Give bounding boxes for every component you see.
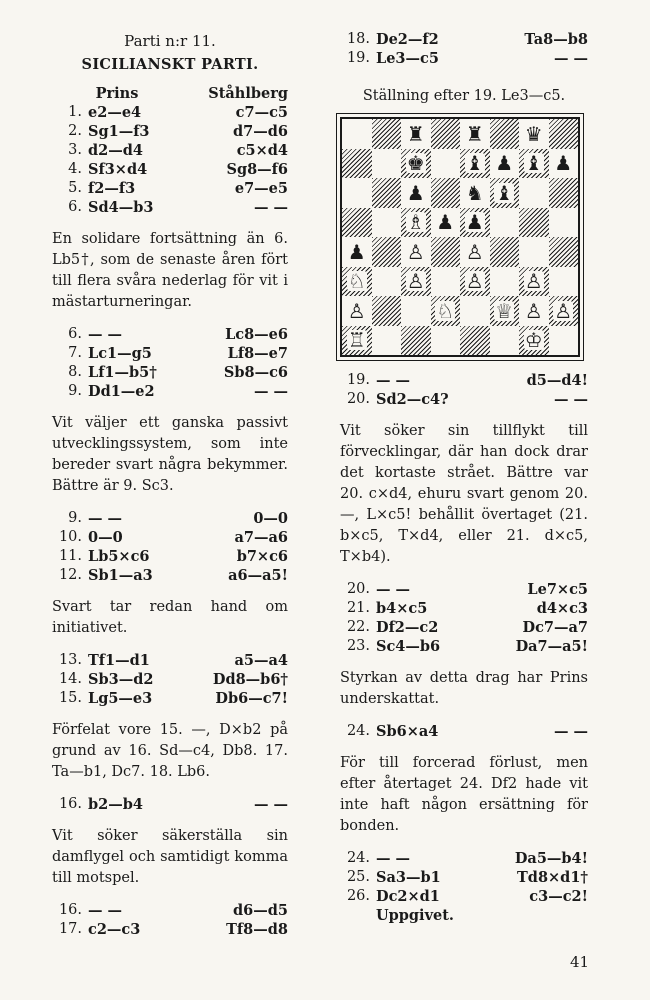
white-move: Tf1—d1 <box>88 652 150 669</box>
white-move: Sd4—b3 <box>88 199 154 216</box>
move-row <box>340 887 588 906</box>
move-row <box>340 849 588 868</box>
board-square <box>519 296 549 326</box>
chess-piece: ♟ <box>347 239 366 264</box>
opening-name: SICILIANSKT PARTI. <box>81 56 259 73</box>
black-move: 0—0 <box>253 510 288 527</box>
move-number: 12. <box>58 567 82 583</box>
move-number: 24. <box>346 850 370 866</box>
chess-piece: ♙ <box>554 298 573 323</box>
move-row <box>340 868 588 887</box>
move-list <box>340 722 588 741</box>
black-move: Db6—c7! <box>215 690 288 707</box>
move-number: 6. <box>68 326 82 342</box>
chess-piece: ♕ <box>495 298 514 323</box>
white-move: Dd1—e2 <box>88 383 155 400</box>
board-square <box>460 149 490 179</box>
board-square <box>460 178 490 208</box>
move-row <box>340 599 588 618</box>
chess-piece: ♝ <box>465 151 484 176</box>
board-square <box>460 237 490 267</box>
move-number: 8. <box>68 364 82 380</box>
black-move: Da5—b4! <box>514 850 588 867</box>
move-row <box>52 651 288 670</box>
board-square <box>342 296 372 326</box>
move-number: 14. <box>58 671 82 687</box>
chess-piece: ♝ <box>524 151 543 176</box>
commentary: Svart tar redan hand om initiativet. <box>52 599 288 636</box>
black-player: Ståhlberg <box>208 85 288 102</box>
board-square <box>401 149 431 179</box>
commentary: För till forcerad förlust, men efter återtaget 24. Df2 hade vit inte haft någon ersättning för bonden. <box>340 755 588 834</box>
white-move: Sd2—c4? <box>376 391 449 408</box>
board-square <box>431 296 461 326</box>
board-square <box>372 178 402 208</box>
move-list <box>340 849 588 906</box>
black-move: Sg8—f6 <box>226 161 288 178</box>
move-row <box>52 509 288 528</box>
white-move: — — <box>88 326 123 343</box>
white-move: Sb1—a3 <box>88 567 153 584</box>
board-square <box>342 178 372 208</box>
black-move: Td8×d1† <box>517 869 588 886</box>
board-square <box>460 326 490 356</box>
board-square <box>431 237 461 267</box>
board-square <box>549 267 579 297</box>
move-row <box>340 49 588 68</box>
board-square <box>490 119 520 149</box>
move-row <box>52 325 288 344</box>
move-row <box>340 30 588 49</box>
board-caption: Ställning efter 19. Le3—c5. <box>362 88 566 104</box>
move-number: 23. <box>346 638 370 654</box>
white-move: 0—0 <box>88 529 123 546</box>
move-number: 24. <box>346 723 370 739</box>
move-row <box>52 382 288 401</box>
move-list <box>52 901 288 939</box>
white-move: c2—c3 <box>88 921 141 938</box>
white-move: b2—b4 <box>88 796 143 813</box>
chess-diagram <box>340 117 580 357</box>
move-row <box>52 689 288 708</box>
chess-piece: ♟ <box>465 210 484 235</box>
move-list <box>52 509 288 585</box>
chess-piece: ♙ <box>524 298 543 323</box>
black-move: e7—e5 <box>234 180 288 197</box>
board-square <box>401 267 431 297</box>
move-number: 9. <box>68 510 82 526</box>
chess-piece: ♘ <box>347 269 366 294</box>
white-move: f2—f3 <box>88 180 136 197</box>
chess-piece: ♙ <box>465 269 484 294</box>
move-number: 21. <box>346 600 370 616</box>
black-move: Dd8—b6† <box>212 671 288 688</box>
chess-piece: ♞ <box>465 180 484 205</box>
chess-piece: ♗ <box>406 210 425 235</box>
black-move: Da7—a5! <box>515 638 588 655</box>
chess-piece: ♝ <box>495 180 514 205</box>
white-move: — — <box>376 581 411 598</box>
white-move: Lc1—g5 <box>88 345 152 362</box>
move-number: 16. <box>58 902 82 918</box>
board-square <box>342 237 372 267</box>
black-move: a5—a4 <box>234 652 288 669</box>
black-move: a6—a5! <box>228 567 288 584</box>
chess-piece: ♙ <box>465 239 484 264</box>
white-move: Dc2×d1 <box>376 888 440 905</box>
board-square <box>401 178 431 208</box>
white-move: — — <box>376 372 411 389</box>
white-move: d2—d4 <box>88 142 143 159</box>
board-square <box>549 178 579 208</box>
board-square <box>519 178 549 208</box>
move-number: 4. <box>68 161 82 177</box>
move-row <box>52 547 288 566</box>
move-number: 10. <box>58 529 82 545</box>
chess-piece: ♚ <box>406 151 425 176</box>
black-move: Lc8—e6 <box>225 326 288 343</box>
move-list <box>52 795 288 814</box>
white-move: b4×c5 <box>376 600 428 617</box>
move-row <box>52 566 288 585</box>
black-move: Dc7—a7 <box>522 619 588 636</box>
black-move: c7—c5 <box>235 104 288 121</box>
result-line <box>340 906 588 925</box>
board-square <box>490 208 520 238</box>
chess-piece: ♖ <box>347 328 366 353</box>
board-square <box>401 237 431 267</box>
board-square <box>372 237 402 267</box>
chess-piece: ♟ <box>495 151 514 176</box>
black-move: b7×c6 <box>236 548 288 565</box>
board-square <box>549 237 579 267</box>
board-square <box>490 326 520 356</box>
move-number: 16. <box>58 796 82 812</box>
move-list <box>340 371 588 409</box>
move-row <box>52 528 288 547</box>
move-number: 11. <box>58 548 82 564</box>
board-square <box>342 119 372 149</box>
move-number: 18. <box>346 31 370 47</box>
chess-piece: ♟ <box>406 180 425 205</box>
board-square <box>342 149 372 179</box>
move-row <box>52 141 288 160</box>
game-title: Parti n:r 11. <box>124 32 216 50</box>
board-square <box>549 296 579 326</box>
move-row <box>52 670 288 689</box>
board-square <box>342 326 372 356</box>
board-square <box>549 149 579 179</box>
chess-piece: ♙ <box>406 239 425 264</box>
board-square <box>519 326 549 356</box>
players-header <box>52 85 288 103</box>
black-move: — — <box>553 50 588 67</box>
commentary: Vit väljer ett ganska passivt utvecklingssystem, som inte bereder svart några bekymmer. Bättre är 9. Sc3. <box>52 415 288 494</box>
board-square <box>460 267 490 297</box>
black-move: d4×c3 <box>536 600 588 617</box>
chess-piece: ♙ <box>347 298 366 323</box>
board-square <box>519 267 549 297</box>
move-number: 3. <box>68 142 82 158</box>
white-move: Sg1—f3 <box>88 123 150 140</box>
black-move: — — <box>553 391 588 408</box>
move-row <box>340 371 588 390</box>
move-row <box>52 344 288 363</box>
chess-piece: ♛ <box>524 121 543 146</box>
move-number: 19. <box>346 372 370 388</box>
move-list <box>52 651 288 708</box>
move-row <box>340 618 588 637</box>
black-move: — — <box>253 383 288 400</box>
move-number: 20. <box>346 581 370 597</box>
board-square <box>490 149 520 179</box>
white-move: De2—f2 <box>376 31 439 48</box>
board-square <box>431 326 461 356</box>
black-move: — — <box>253 796 288 813</box>
move-row <box>52 901 288 920</box>
board-square <box>431 178 461 208</box>
white-move: Sf3×d4 <box>88 161 148 178</box>
board-square <box>372 326 402 356</box>
chess-piece: ♟ <box>554 151 573 176</box>
board-square <box>401 208 431 238</box>
white-move: Df2—c2 <box>376 619 439 636</box>
board-square <box>431 267 461 297</box>
move-number: 20. <box>346 391 370 407</box>
white-move: Sc4—b6 <box>376 638 441 655</box>
move-number: 2. <box>68 123 82 139</box>
move-number: 15. <box>58 690 82 706</box>
black-move: c5×d4 <box>236 142 288 159</box>
board-square <box>431 149 461 179</box>
black-move: a7—a6 <box>234 529 288 546</box>
game-result: Uppgivet. <box>376 907 454 924</box>
move-number: 22. <box>346 619 370 635</box>
move-row <box>52 160 288 179</box>
move-row <box>52 179 288 198</box>
board-square <box>549 208 579 238</box>
chess-piece: ♔ <box>524 328 543 353</box>
chess-piece: ♙ <box>406 269 425 294</box>
move-number: 13. <box>58 652 82 668</box>
move-number: 5. <box>68 180 82 196</box>
commentary: Vit söker sin tillflykt till förvecklingar, där han dock drar det kortaste strået. Bättre var 20. c×d4, ehuru svart genom 20. —, L×c5! behållit övertaget (21. b×c5, T×d4, eller 21. d×c5, T×b4). <box>340 423 588 565</box>
left-column <box>52 30 288 939</box>
move-row <box>340 637 588 656</box>
board-square <box>401 119 431 149</box>
board-square <box>372 119 402 149</box>
move-list <box>52 103 288 217</box>
black-move: — — <box>253 199 288 216</box>
board-square <box>490 296 520 326</box>
move-row <box>52 920 288 939</box>
black-move: — — <box>553 723 588 740</box>
move-number: 1. <box>68 104 82 120</box>
board-square <box>519 237 549 267</box>
board-square <box>401 296 431 326</box>
board-square <box>372 149 402 179</box>
move-row <box>52 363 288 382</box>
black-move: c3—c2! <box>529 888 588 905</box>
board-square <box>431 119 461 149</box>
white-move: Lf1—b5† <box>88 364 157 381</box>
board-square <box>460 119 490 149</box>
black-move: d5—d4! <box>526 372 588 389</box>
board-square <box>519 119 549 149</box>
move-row <box>340 722 588 741</box>
board-square <box>490 267 520 297</box>
board-square <box>519 208 549 238</box>
white-move: — — <box>376 850 411 867</box>
move-number: 7. <box>68 345 82 361</box>
white-player: Prins <box>95 85 139 102</box>
move-list <box>340 30 588 68</box>
chess-piece: ♙ <box>524 269 543 294</box>
board-square <box>342 208 372 238</box>
board-square <box>372 208 402 238</box>
move-number: 26. <box>346 888 370 904</box>
white-move: Lg5—e3 <box>88 690 153 707</box>
chess-piece: ♜ <box>406 121 425 146</box>
chess-piece: ♜ <box>465 121 484 146</box>
move-row <box>52 795 288 814</box>
move-number: 9. <box>68 383 82 399</box>
move-number: 19. <box>346 50 370 66</box>
commentary: Vit söker säkerställa sin damflygel och samtidigt komma till motspel. <box>52 828 288 886</box>
right-column <box>340 30 588 925</box>
page-number: 41 <box>570 953 590 971</box>
board-square <box>490 237 520 267</box>
move-number: 6. <box>68 199 82 215</box>
black-move: d7—d6 <box>233 123 288 140</box>
white-move: — — <box>88 902 123 919</box>
board-square <box>372 267 402 297</box>
black-move: Le7×c5 <box>527 581 588 598</box>
move-row <box>52 122 288 141</box>
commentary: Förfelat vore 15. —, D×b2 på grund av 16. Sd—c4, Db8. 17. Ta—b1, Dc7. 18. Lb6. <box>52 722 288 780</box>
board-square <box>342 267 372 297</box>
board-square <box>372 296 402 326</box>
black-move: Tf8—d8 <box>226 921 288 938</box>
board-square <box>460 296 490 326</box>
white-move: Lb5×c6 <box>88 548 150 565</box>
move-number: 25. <box>346 869 370 885</box>
commentary: En solidare fortsättning än 6. Lb5†, som de senaste åren fört till flera svåra nederlag för vit i mästarturneringar. <box>52 231 288 310</box>
black-move: Ta8—b8 <box>524 31 588 48</box>
board-square <box>549 119 579 149</box>
board-square <box>549 326 579 356</box>
commentary: Styrkan av detta drag har Prins underskattat. <box>340 670 588 707</box>
move-row <box>340 580 588 599</box>
move-list <box>340 580 588 656</box>
white-move: Sb6×a4 <box>376 723 439 740</box>
board-square <box>401 326 431 356</box>
black-move: Sb8—c6 <box>223 364 288 381</box>
board-square <box>460 208 490 238</box>
black-move: d6—d5 <box>233 902 288 919</box>
white-move: Sa3—b1 <box>376 869 441 886</box>
white-move: e2—e4 <box>88 104 142 121</box>
board-square <box>431 208 461 238</box>
chess-piece: ♟ <box>436 210 455 235</box>
chess-piece: ♘ <box>436 298 455 323</box>
move-row <box>52 103 288 122</box>
white-move: Le3—c5 <box>376 50 439 67</box>
move-list <box>52 325 288 401</box>
board-square <box>519 149 549 179</box>
black-move: Lf8—e7 <box>227 345 288 362</box>
move-row <box>52 198 288 217</box>
white-move: — — <box>88 510 123 527</box>
white-move: Sb3—d2 <box>88 671 154 688</box>
board-square <box>490 178 520 208</box>
move-row <box>340 390 588 409</box>
move-number: 17. <box>58 921 82 937</box>
